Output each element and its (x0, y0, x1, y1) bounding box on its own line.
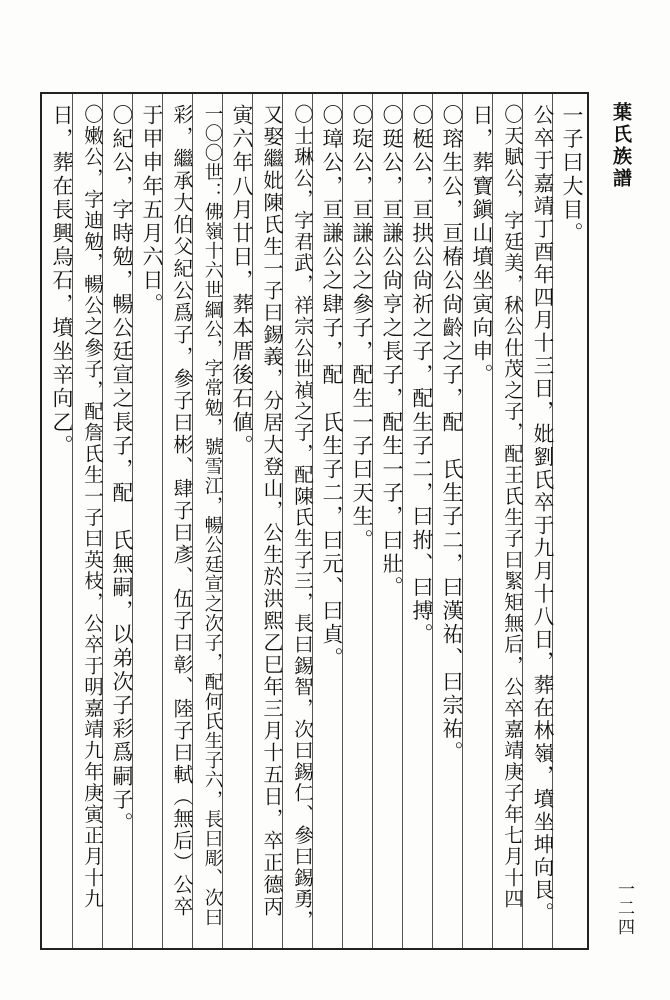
text-column: 日，葬寶鎭山墳坐寅向申。 (470, 104, 494, 388)
book-title: 葉氏族譜 (610, 102, 632, 190)
text-column: 一〇〇世：佛嶺十六世綱公，字常勉，號雪江，暢公廷宣之次子，配何氏生子六，長曰彫、次曰 (202, 104, 223, 928)
text-column: 彩，繼承大伯父紀公爲子，參子曰彬、肆子曰彥、伍子曰彰、陸子曰軾（無后）公卒 (170, 104, 194, 918)
text-column: 〇琁公，亘謙公之參子，配生一子曰天生。 (350, 104, 374, 553)
text-column: 〇嫩公，字迪勉，暢公之參子，配詹氏生一子曰英枝，公卒于明嘉靖九年庚寅正月十九 (81, 104, 104, 910)
text-column: 〇璋公，亘謙公之肆子，配 氏生子二，曰元、曰貞。 (320, 104, 344, 671)
text-column: 日，葬在長興烏石，墳坐辛向乙。 (50, 104, 74, 458)
text-column: 于甲申年五月六日。 (140, 104, 164, 317)
page-number: 一二四 (614, 880, 634, 937)
text-column: 寅六年八月廿日，葬本厝後石値。 (230, 104, 254, 458)
text-column: 〇士琳公，字君武，祥宗公世禎之子，配陳氏生子三，長曰錫智，次曰錫仁、參曰錫勇， (291, 104, 314, 931)
text-column: 〇珽公，亘謙公尙亨之長子，配生一子，曰壯。 (380, 104, 404, 600)
text-column: 〇紀公，字時勉，暢公廷宣之長子，配 氏無嗣，以弟次子彩爲嗣子。 (110, 104, 134, 836)
text-column: 又娶繼妣陳氏生一子曰錫義，分居大登山，公生於洪熙乙巳年三月十五日，卒正德丙 (260, 104, 284, 918)
text-column: 一子曰大目。 (560, 104, 584, 246)
text-column: 〇梃公，亘拱公尙祈之子，配生子二，曰拊、曰搏。 (410, 104, 434, 647)
text-column: 〇瑢生公，亘椿公尙齡之子，配 氏生子二，曰漢祐、曰宗祐。 (440, 104, 464, 765)
text-column: 公卒于嘉靖丁酉年四月十三日，妣劉氏卒于九月十八日，葬在林嶺，墳坐坤向艮。 (530, 104, 554, 925)
text-frame (40, 92, 589, 950)
text-column: 〇天賦公，字廷美，秫公仕茂之子，配王氏生子曰緊矩無后，公卒嘉靖庚子年七月十四 (501, 104, 524, 910)
